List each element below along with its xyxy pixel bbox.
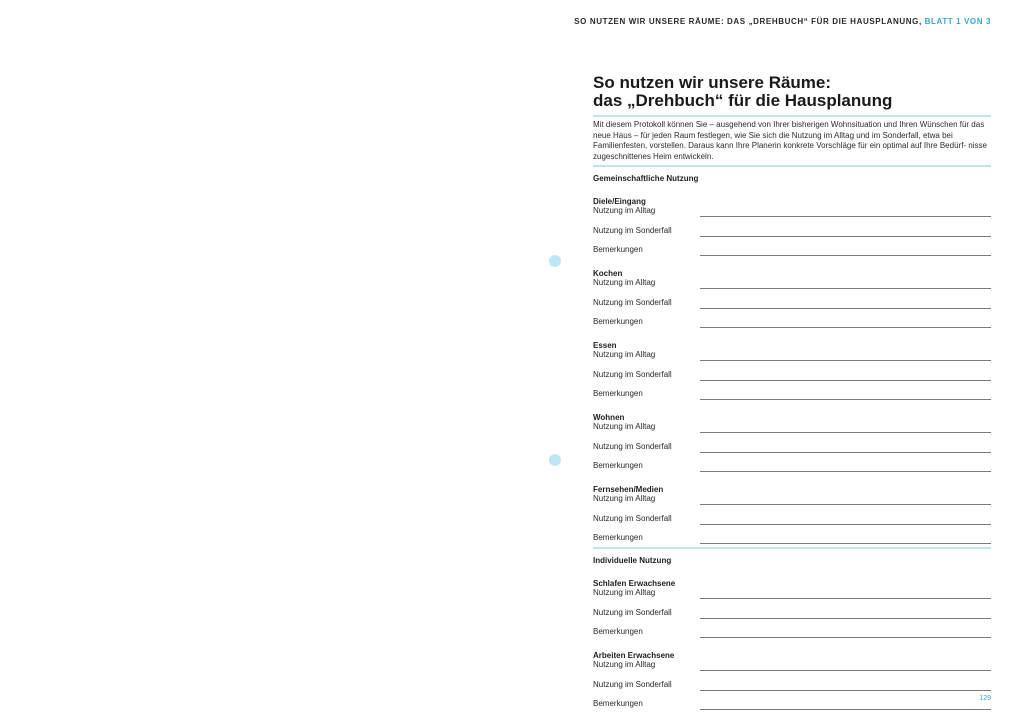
field-label: Bemerkungen xyxy=(593,461,643,471)
form-field xyxy=(593,217,991,237)
field-label: Nutzung im Alltag xyxy=(593,350,656,360)
field-label: Nutzung im Sonderfall xyxy=(593,607,672,617)
field-label: Nutzung im Sonderfall xyxy=(593,679,672,689)
room-block xyxy=(593,579,991,638)
page-title xyxy=(593,74,991,109)
field-label: Nutzung im Alltag xyxy=(593,206,656,216)
room-block xyxy=(593,651,991,710)
write-in-line[interactable] xyxy=(700,709,991,710)
form-field xyxy=(593,207,991,217)
form-field xyxy=(593,423,991,433)
field-label: Nutzung im Alltag xyxy=(593,588,656,598)
room-block xyxy=(593,197,991,256)
sheet-label: BLATT 1 VON 3 xyxy=(924,17,991,26)
write-in-line[interactable] xyxy=(700,399,991,400)
field-label: Nutzung im Alltag xyxy=(593,660,656,670)
field-label: Bemerkungen xyxy=(593,533,643,543)
field-label: Bemerkungen xyxy=(593,389,643,399)
intro-text: Mit diesem Protokoll können Sie – ausgehend von Ihrer bisherigen Wohnsituation und Ihren Wünschen für das neue Haus – für jeden Raum festlegen, wie Sie sich die Nutzung im Alltag und im Sonderfall, etwa bei Familienfesten, vorstellen. Daraus kann Ihre Planerin konkrete Vorschläge für ein optimal auf Ihre Bedürf- nisse zugeschnittenes Heim entwickeln. xyxy=(593,120,987,161)
title-rule xyxy=(593,115,991,117)
form-field xyxy=(593,495,991,505)
room-block xyxy=(593,413,991,472)
room-block xyxy=(593,341,991,400)
title-line-2: das „Drehbuch“ für die Hausplanung xyxy=(593,90,893,110)
form-field xyxy=(593,671,991,691)
field-label: Nutzung im Alltag xyxy=(593,422,656,432)
form-field xyxy=(593,279,991,289)
room-block xyxy=(593,269,991,328)
form-field xyxy=(593,381,991,401)
field-label: Nutzung im Sonderfall xyxy=(593,513,672,523)
sections-container xyxy=(593,165,991,710)
field-label: Bemerkungen xyxy=(593,627,643,637)
section-rule xyxy=(593,547,991,549)
form-field xyxy=(593,237,991,257)
form-field xyxy=(593,525,991,545)
field-label: Nutzung im Alltag xyxy=(593,494,656,504)
room-name: Diele/Eingang xyxy=(593,197,646,207)
field-label: Nutzung im Sonderfall xyxy=(593,225,672,235)
room-name: Kochen xyxy=(593,269,623,279)
form-field xyxy=(593,589,991,599)
form-content xyxy=(593,74,991,710)
running-header xyxy=(574,17,991,26)
form-field xyxy=(593,309,991,329)
form-field xyxy=(593,691,991,711)
form-field xyxy=(593,289,991,309)
field-label: Bemerkungen xyxy=(593,699,643,709)
write-in-line[interactable] xyxy=(700,327,991,328)
room-name: Fernsehen/Medien xyxy=(593,485,664,495)
title-line-1: So nutzen wir unsere Räume: xyxy=(593,73,832,92)
page-number: 129 xyxy=(979,695,991,702)
field-label: Nutzung im Sonderfall xyxy=(593,369,672,379)
form-field xyxy=(593,433,991,453)
field-label: Bemerkungen xyxy=(593,245,643,255)
field-label: Bemerkungen xyxy=(593,317,643,327)
write-in-line[interactable] xyxy=(700,471,991,472)
room-name: Wohnen xyxy=(593,413,625,423)
room-name: Essen xyxy=(593,341,617,351)
field-label: Nutzung im Sonderfall xyxy=(593,297,672,307)
form-field xyxy=(593,361,991,381)
form-field xyxy=(593,505,991,525)
section-heading: Gemeinschaftliche Nutzung xyxy=(593,174,699,184)
punch-hole-lower xyxy=(549,454,561,466)
running-title: SO NUTZEN WIR UNSERE RÄUME: DAS „DREHBUCH“ FÜR DIE HAUSPLANUNG, xyxy=(574,17,922,26)
room-name: Arbeiten Erwachsene xyxy=(593,651,675,661)
form-field xyxy=(593,599,991,619)
section-heading: Individuelle Nutzung xyxy=(593,556,672,566)
room-block xyxy=(593,485,991,544)
form-field xyxy=(593,453,991,473)
form-field xyxy=(593,351,991,361)
field-label: Nutzung im Sonderfall xyxy=(593,441,672,451)
punch-hole-upper xyxy=(549,255,561,267)
form-field xyxy=(593,619,991,639)
form-field xyxy=(593,661,991,671)
write-in-line[interactable] xyxy=(700,637,991,638)
room-name: Schlafen Erwachsene xyxy=(593,579,676,589)
write-in-line[interactable] xyxy=(700,255,991,256)
field-label: Nutzung im Alltag xyxy=(593,278,656,288)
write-in-line[interactable] xyxy=(700,543,991,544)
section-rule xyxy=(593,165,991,167)
